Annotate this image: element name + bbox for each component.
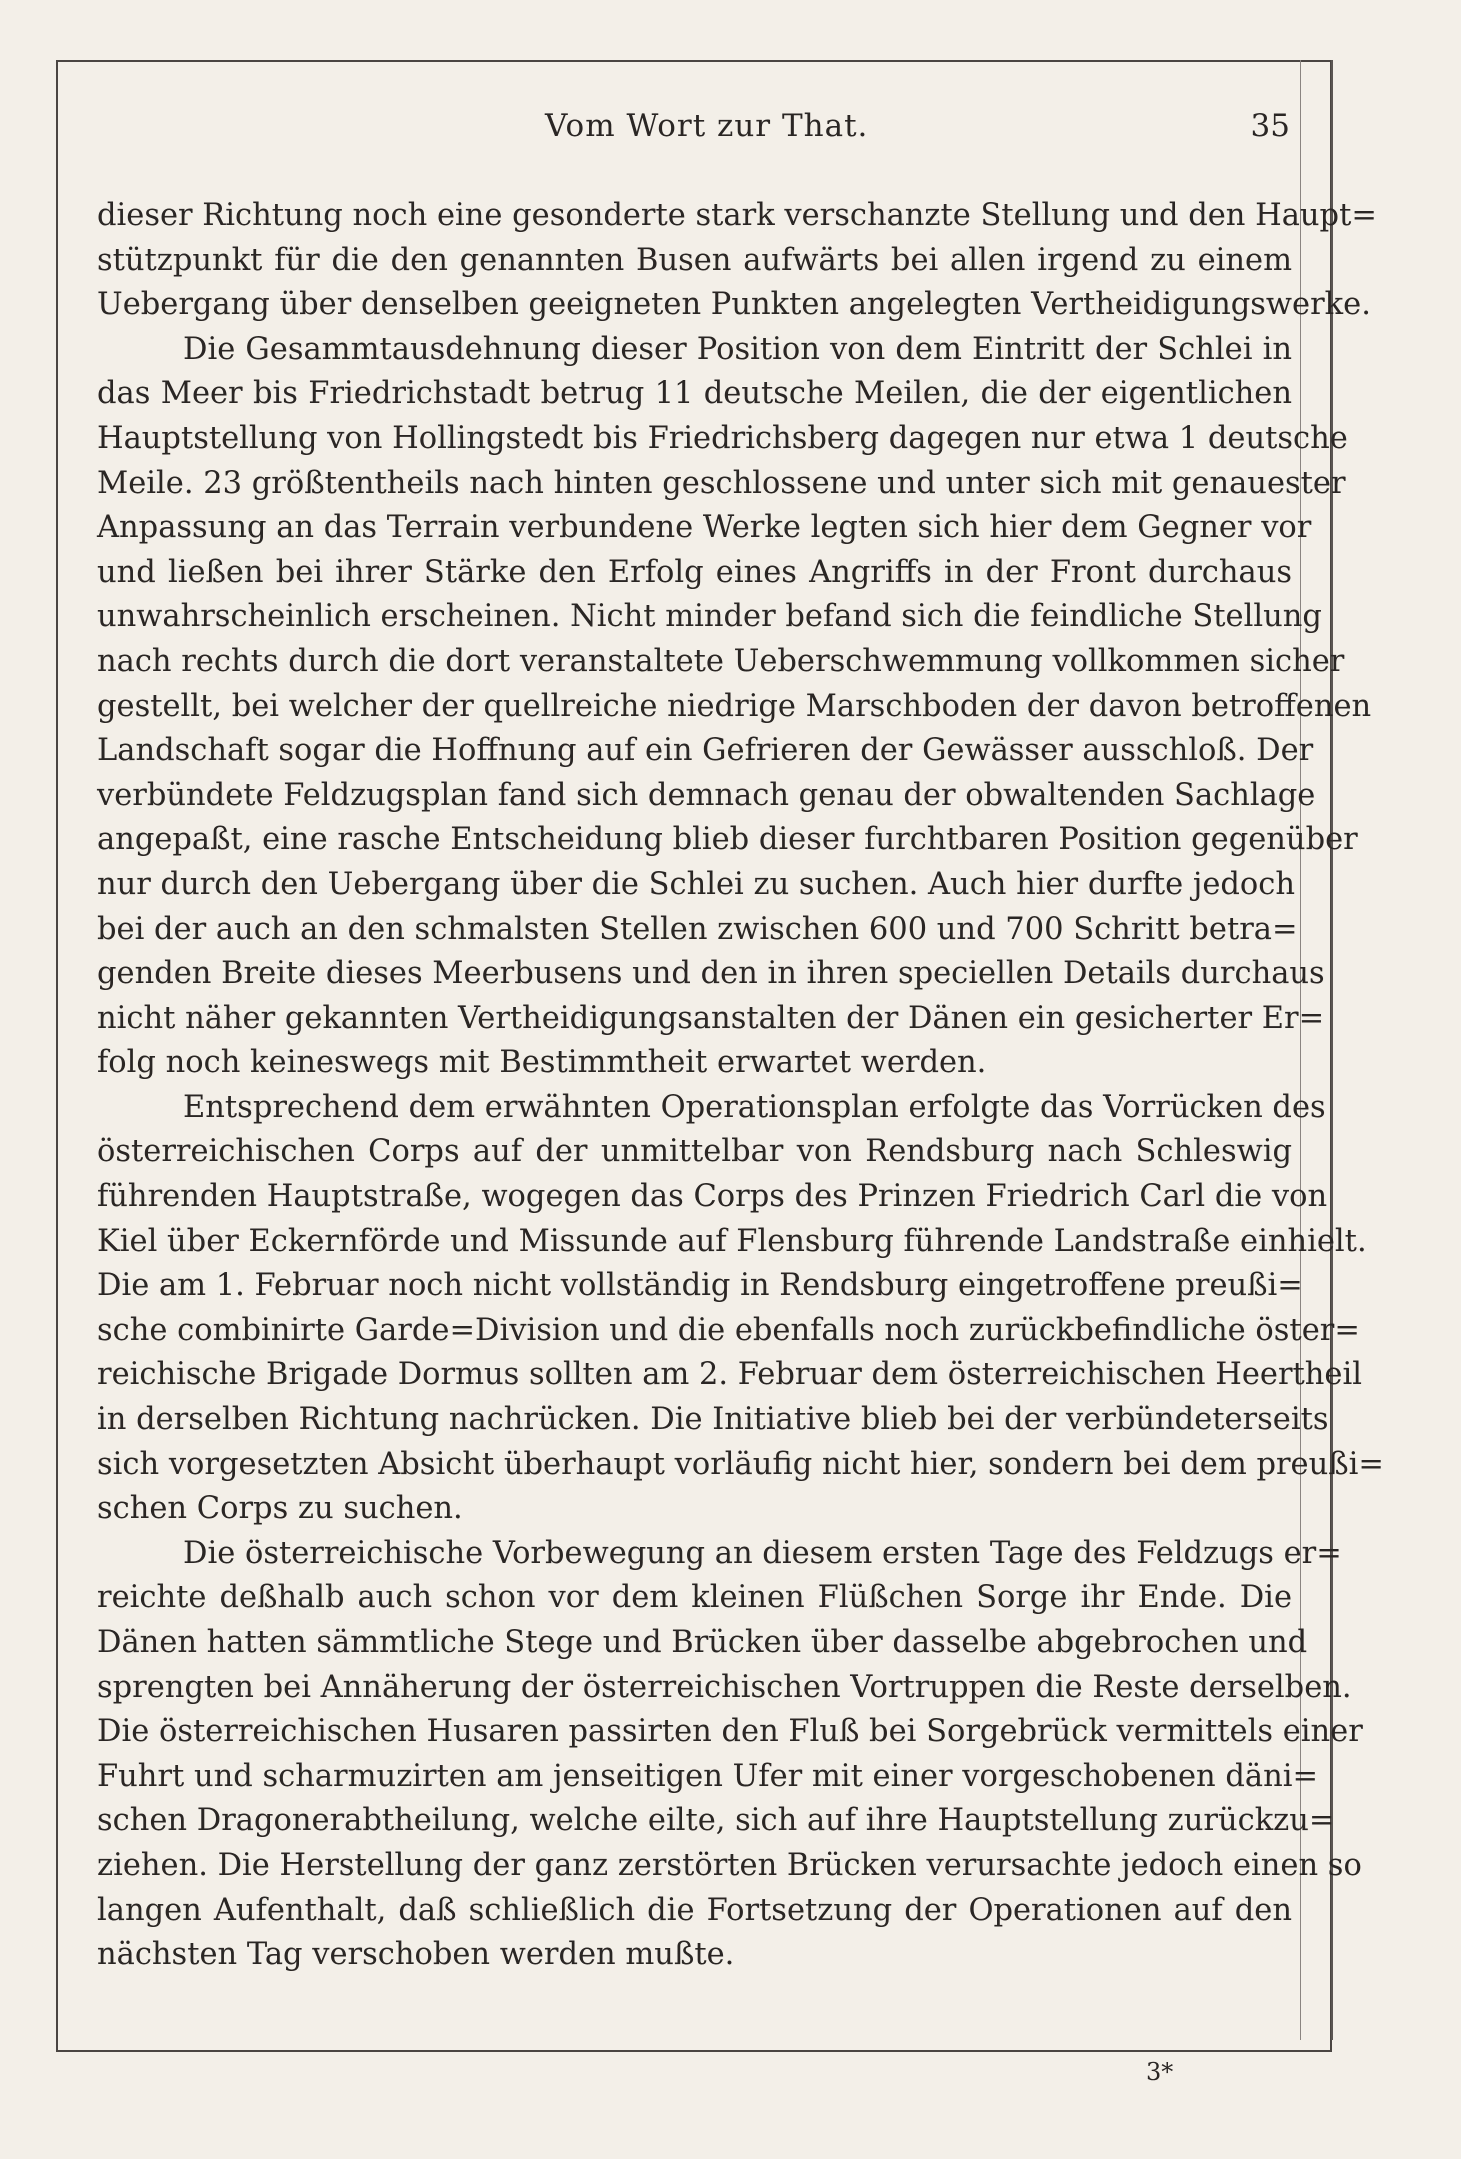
text-line: nicht näher gekannten Vertheidigungsanstalten der Dänen ein gesicherter Er=	[97, 1000, 1325, 1036]
text-line: das Meer bis Friedrichstadt betrug 11 deutsche Meilen, die der eigentlichen	[97, 376, 1292, 412]
text-line: reichische Brigade Dormus sollten am 2. Februar dem österreichischen Heertheil	[97, 1357, 1362, 1393]
text-line: Entsprechend dem erwähnten Operationsplan erfolgte das Vorrücken des	[183, 1089, 1326, 1125]
text-line: Die österreichischen Husaren passirten den Fluß bei Sorgebrück vermittels einer	[97, 1714, 1363, 1750]
text-line: stützpunkt für die den genannten Busen aufwärts bei allen irgend zu einem	[97, 242, 1292, 278]
text-line: Die österreichische Vorbewegung an diesem ersten Tage des Feldzugs er=	[183, 1535, 1342, 1571]
text-line: Landschaft sogar die Hoffnung auf ein Gefrieren der Gewässer ausschloß. Der	[97, 733, 1314, 769]
text-line: nach rechts durch die dort veranstaltete Ueberschwemmung vollkommen sicher	[97, 643, 1345, 679]
text-line: nur durch den Uebergang über die Schlei zu suchen. Auch hier durfte jedoch	[97, 866, 1295, 902]
text-line: gestellt, bei welcher der quellreiche niedrige Marschboden der davon betroffenen	[97, 688, 1372, 724]
text-line: sche combinirte Garde=Division und die ebenfalls noch zurückbefindliche öster=	[97, 1312, 1360, 1348]
text-line: reichte deßhalb auch schon vor dem kleinen Flüßchen Sorge ihr Ende. Die	[97, 1580, 1292, 1616]
text-line: Dänen hatten sämmtliche Stege und Brücken über dasselbe abgebrochen und	[97, 1625, 1308, 1660]
text-line: Kiel über Eckernförde und Missunde auf Flensburg führende Landstraße einhielt.	[97, 1223, 1367, 1259]
text-line: bei der auch an den schmalsten Stellen zwischen 600 und 700 Schritt betra=	[97, 911, 1298, 947]
text-line: Die Gesammtausdehnung dieser Position von dem Eintritt der Schlei in	[183, 331, 1292, 367]
text-line: und ließen bei ihrer Stärke den Erfolg eines Angriffs in der Front durchaus	[97, 554, 1292, 590]
text-line: Die am 1. Februar noch nicht vollständig in Rendsburg eingetroffene preußi=	[97, 1268, 1303, 1304]
text-line: schen Dragonerabtheilung, welche eilte, sich auf ihre Hauptstellung zurückzu=	[97, 1803, 1335, 1839]
text-line: sich vorgesetzten Absicht überhaupt vorläufig nicht hier, sondern bei dem preußi=	[97, 1446, 1384, 1482]
page-number: 35	[1250, 108, 1290, 144]
signature-mark: 3*	[1146, 2058, 1174, 2086]
text-line: Uebergang über denselben geeigneten Punkten angelegten Vertheidigungswerke.	[97, 287, 1371, 323]
text-line: angepaßt, eine rasche Entscheidung blieb dieser furchtbaren Position gegenüber	[97, 822, 1358, 858]
text-line: führenden Hauptstraße, wogegen das Corps des Prinzen Friedrich Carl die von	[97, 1179, 1328, 1215]
text-line: sprengten bei Annäherung der österreichischen Vortruppen die Reste derselben.	[97, 1669, 1352, 1705]
text-line: österreichischen Corps auf der unmittelbar von Rendsburg nach Schleswig	[97, 1134, 1292, 1170]
text-line: nächsten Tag verschoben werden mußte.	[97, 1937, 735, 1973]
text-line: ziehen. Die Herstellung der ganz zerstörten Brücken verursachte jedoch einen so	[97, 1847, 1362, 1883]
body-text	[97, 194, 1384, 1978]
page-header	[100, 108, 1290, 158]
text-line: unwahrscheinlich erscheinen. Nicht minder befand sich die feindliche Stellung	[97, 599, 1322, 635]
text-line: schen Corps zu suchen.	[97, 1491, 463, 1527]
text-line: Hauptstellung von Hollingstedt bis Friedrichsberg dagegen nur etwa 1 deutsche	[97, 420, 1348, 456]
text-line: folg noch keineswegs mit Bestimmtheit erwartet werden.	[97, 1045, 987, 1081]
text-line: verbündete Feldzugsplan fand sich demnach genau der obwaltenden Sachlage	[97, 777, 1316, 813]
text-line: genden Breite dieses Meerbusens und den in ihren speciellen Details durchaus	[97, 956, 1325, 992]
text-line: in derselben Richtung nachrücken. Die Initiative blieb bei der verbündeterseits	[97, 1402, 1329, 1438]
text-line: langen Aufenthalt, daß schließlich die Fortsetzung der Operationen auf den	[97, 1892, 1292, 1928]
text-line: Fuhrt und scharmuzirten am jenseitigen Ufer mit einer vorgeschobenen däni=	[97, 1758, 1319, 1794]
text-line: Anpassung an das Terrain verbundene Werke legten sich hier dem Gegner vor	[97, 510, 1312, 546]
running-title: Vom Wort zur That.	[545, 108, 869, 144]
text-line: Meile. 23 größtentheils nach hinten geschlossene und unter sich mit genauester	[97, 465, 1346, 501]
text-line: dieser Richtung noch eine gesonderte stark verschanzte Stellung und den Haupt=	[97, 198, 1377, 233]
